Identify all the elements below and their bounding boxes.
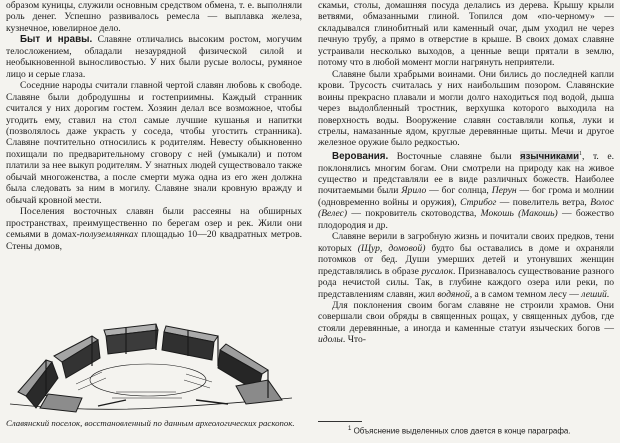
left-column	[6, 0, 302, 252]
footnote-divider	[318, 421, 362, 422]
section-heading-beliefs: Верования.	[332, 151, 389, 163]
paragraph-beliefs: Верования. Восточные славяне были язычниками$^1$, т. е. поклонялись многим богам. Они смотрели на природу как на живое существо и представляли ее в виде различных божеств. Наиболее почитаемыми были Ярило — бог солнца, Перун — бог грома и молнии (одновременно войны и оружия), Стрибог — повелитель ветра, Волос (Велес) — покровитель скотоводства, Мокошь (Макошь) — божество плодородия и др.	[318, 150, 615, 231]
term-idols: идолы	[318, 334, 343, 346]
footnote-text: Объяснение выделенных слов дается в конце параграфа.	[351, 426, 571, 436]
god-stribog: Стрибог	[460, 196, 497, 208]
figure-caption: Славянский поселок, восстановленный по данным археологических раскопок.	[6, 418, 295, 428]
term-leshiy: леший	[581, 288, 607, 300]
settlement-illustration	[6, 300, 296, 416]
paragraph-economy: образом куницы, служили основным средством обмена, т. е. выполняли роль денег. Успешно развивалось ремесла — выплавка железа, кузнечное, ювелирное дело.	[6, 0, 302, 34]
paragraph-warriors: Славяне были храбрыми воинами. Они бились до последней капли крови. Трусость считалась у них наибольшим позором. Славянские воины прекрасно плавали и могли долго находиться под водой, дыша через выдолбленный тростник, верхушка которого выходила на поверхность воды. Вооружение славян составляли копья, луки и стрелы, намазанные ядом, круглые деревянные щиты. Мечи и другое железное оружие было редкостью.	[318, 68, 614, 149]
footnote	[348, 424, 618, 437]
god-yarilo: Ярило	[401, 185, 427, 197]
paragraph-worship: Для поклонения своим богам славяне не строили храмов. Они совершали свои обряды в священных рощах, у священных дубов, где стояли деревянные, а иногда и каменные статуи языческих богов — идолы. Что-	[318, 299, 614, 346]
footnote-ref: 1	[579, 150, 583, 157]
god-perun: Перун	[491, 185, 517, 197]
term-rusalki: русалок	[421, 265, 453, 277]
paragraph-customs: Соседние народы считали главной чертой славян любовь к свободе. Славяне были добродушны и гостеприимны. Каждый странник считался у них дорогим гостем. Хозяин делал все возможное, чтобы угодить ему, ставил на стол самые лучшие кушанья и напитки (позволялось даже украсть у соседа, чтобы угостить странника). Славяне почтительно относились к родителям. Невесту обыкновенно похищали по предварительному сговору с ней (умыкали) и потом платили за нее выкуп родителям. У знатных людей существовало также обычай многоженства, а после смерти мужа одна из его жен должна была следовать за ним в могилу. Славяне знали кровную вражду и обычай кровной мести.	[6, 80, 302, 206]
god-volos: Волос (Велес)	[318, 196, 614, 220]
paragraph-daily-life: Быт и нравы. Славяне отличались высоким ростом, могучим телосложением, обладали незаурядной физической силой и необыкновенной выносливостью. У них были русые волосы, румяное лицо и серые глаза.	[6, 34, 302, 80]
god-mokosh: Мокошь (Макошь)	[480, 208, 558, 220]
paragraph-settlements: Поселения восточных славян были рассеяны на обширных пространствах, преимущественно по берегам озер и рек. Жили они семьями в домах-полуземлянках площадью 10—20 квадратных метров. Стены домов,	[6, 206, 303, 252]
palisade-ring-icon	[18, 324, 282, 412]
term-semi-dugouts: полуземлянках	[79, 229, 138, 241]
section-heading-daily-life: Быт и нравы.	[20, 34, 93, 46]
footnote-mark: 1	[348, 426, 352, 432]
paragraph-ancestors: Славяне верили в загробную жизнь и почитали своих предков, тени которых (Щур, домовой) будто бы оставались в доме и охраняли потомков от бед. Души умерших детей и утонувших женщин представлялись в образе русалок. Признавалось существование разного рода нечистой силы. Так, в глубине каждого озера или реки, по представлениям славян, жил водяной, а в самом темном лесу — леший.	[318, 231, 614, 300]
term-vodyanoy: водяной	[437, 288, 470, 300]
right-column	[318, 0, 614, 346]
paragraph-houses: скамьи, столы, домашняя посуда делались из дерева. Крышу крыли ветвями, обмазанными глиной. Топился дом «по-черному» — складывался глинобитный или каменный очаг, дым уходил не через печную трубу, а прямо в отверстие в крыше. В своих домах славяне устраивали несколько выходов, а ценные вещи прятали в землю, потому что в любой момент могли нагрянуть неприятели.	[318, 0, 614, 69]
term-shchur-domovoy: (Щур, домовой)	[357, 242, 426, 254]
term-pagans: язычниками	[520, 151, 580, 163]
